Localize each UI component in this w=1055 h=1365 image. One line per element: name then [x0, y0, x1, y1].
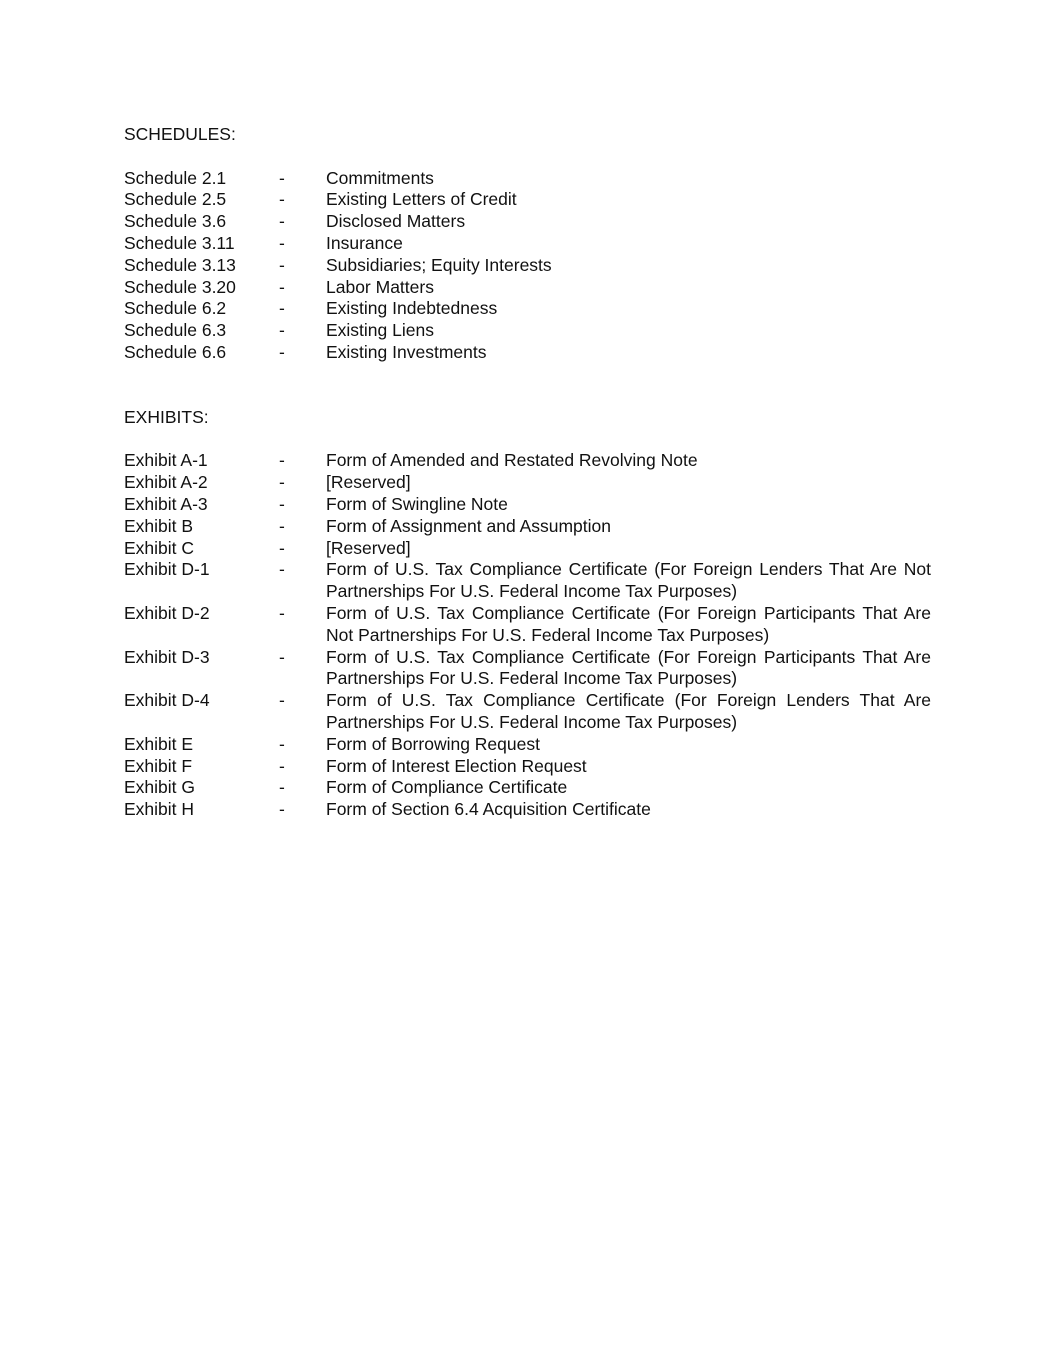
separator-dash: -: [279, 602, 285, 623]
separator-dash: -: [279, 646, 285, 667]
separator-dash: -: [279, 189, 285, 210]
exhibit-title: Form of U.S. Tax Compliance Certificate (For Foreign Lenders That Are Partnerships For U.S. Federal Income Tax Purposes): [326, 690, 931, 732]
exhibit-title: Form of Swingline Note: [326, 493, 508, 514]
exhibit-row: [124, 799, 954, 821]
exhibit-row: [124, 603, 954, 647]
schedule-id: Schedule 6.3: [124, 320, 227, 341]
separator-dash: -: [279, 777, 285, 798]
schedule-id: Schedule 3.13: [124, 254, 236, 275]
exhibit-id: Exhibit A-1: [124, 450, 208, 471]
schedule-id: Schedule 6.6: [124, 341, 227, 362]
exhibit-id: Exhibit A-3: [124, 493, 208, 514]
schedule-row: [124, 168, 954, 190]
exhibit-row: [124, 559, 954, 603]
separator-dash: -: [279, 167, 285, 188]
separator-dash: -: [279, 320, 285, 341]
exhibit-row: [124, 690, 954, 734]
exhibit-row: [124, 494, 954, 516]
exhibit-title: Form of Compliance Certificate: [326, 777, 568, 798]
exhibit-id: Exhibit G: [124, 777, 195, 798]
schedules-heading: SCHEDULES:: [124, 124, 236, 144]
exhibit-title: Form of Assignment and Assumption: [326, 515, 611, 536]
schedule-row: [124, 277, 954, 299]
exhibit-id: Exhibit C: [124, 537, 195, 558]
exhibit-id: Exhibit D-4: [124, 690, 210, 711]
separator-dash: -: [279, 254, 285, 275]
exhibit-title: [Reserved]: [326, 537, 411, 558]
exhibit-title: Form of Borrowing Request: [326, 733, 540, 754]
exhibit-row: [124, 647, 954, 691]
exhibit-id: Exhibit F: [124, 755, 193, 776]
schedule-id: Schedule 6.2: [124, 298, 227, 319]
separator-dash: -: [279, 515, 285, 536]
exhibit-title: Form of Section 6.4 Acquisition Certificate: [326, 799, 651, 820]
exhibit-row: [124, 516, 954, 538]
separator-dash: -: [279, 298, 285, 319]
exhibit-id: Exhibit E: [124, 733, 194, 754]
exhibit-id: Exhibit D-2: [124, 602, 210, 623]
schedules-list: [124, 168, 954, 364]
schedule-title: Disclosed Matters: [326, 211, 466, 232]
separator-dash: -: [279, 211, 285, 232]
exhibit-title: Form of Amended and Restated Revolving Note: [326, 450, 698, 471]
separator-dash: -: [279, 276, 285, 297]
exhibit-title: Form of Interest Election Request: [326, 755, 587, 776]
exhibit-title: Form of U.S. Tax Compliance Certificate (For Foreign Lenders That Are Not Partnerships For U.S. Federal Income Tax Purposes): [326, 559, 931, 602]
exhibit-id: Exhibit H: [124, 799, 195, 820]
separator-dash: -: [279, 755, 285, 776]
exhibit-title: Form of U.S. Tax Compliance Certificate (For Foreign Participants That Are Not Partnerships For U.S. Federal Income Tax Purposes): [326, 602, 931, 645]
schedule-id: Schedule 3.20: [124, 276, 236, 297]
exhibit-id: Exhibit B: [124, 515, 194, 536]
schedule-row: [124, 211, 954, 233]
exhibit-row: [124, 450, 954, 472]
exhibit-id: Exhibit A-2: [124, 472, 208, 493]
separator-dash: -: [279, 690, 285, 711]
schedule-row: [124, 189, 954, 211]
separator-dash: -: [279, 799, 285, 820]
schedule-title: Labor Matters: [326, 276, 434, 297]
exhibit-title: [Reserved]: [326, 472, 411, 493]
separator-dash: -: [279, 493, 285, 514]
separator-dash: -: [279, 472, 285, 493]
schedule-title: Subsidiaries; Equity Interests: [326, 254, 552, 275]
separator-dash: -: [279, 232, 285, 253]
schedule-id: Schedule 3.6: [124, 211, 227, 232]
schedule-title: Insurance: [326, 232, 403, 253]
schedule-id: Schedule 2.5: [124, 189, 227, 210]
separator-dash: -: [279, 733, 285, 754]
schedule-title: Existing Letters of Credit: [326, 189, 517, 210]
schedule-id: Schedule 3.11: [124, 232, 235, 253]
exhibits-heading: EXHIBITS:: [124, 406, 209, 427]
schedule-row: [124, 298, 954, 320]
exhibits-list: [124, 450, 954, 821]
schedule-row: [124, 342, 954, 364]
schedule-title: Existing Indebtedness: [326, 298, 498, 319]
exhibit-title: Form of U.S. Tax Compliance Certificate (For Foreign Participants That Are Partnerships For U.S. Federal Income Tax Purposes): [326, 646, 931, 689]
separator-dash: -: [279, 341, 285, 362]
schedule-row: [124, 320, 954, 342]
schedule-title: Commitments: [326, 167, 434, 188]
schedule-id: Schedule 2.1: [124, 167, 227, 188]
exhibit-id: Exhibit D-3: [124, 646, 210, 667]
schedule-title: Existing Liens: [326, 320, 434, 341]
exhibit-row: [124, 472, 954, 494]
exhibit-row: [124, 538, 954, 560]
schedule-title: Existing Investments: [326, 341, 487, 362]
exhibit-row: [124, 734, 954, 756]
exhibit-row: [124, 756, 954, 778]
exhibit-id: Exhibit D-1: [124, 559, 210, 580]
separator-dash: -: [279, 559, 285, 580]
schedule-row: [124, 255, 954, 277]
separator-dash: -: [279, 450, 285, 471]
document-page: [124, 124, 954, 821]
separator-dash: -: [279, 537, 285, 558]
exhibit-row: [124, 777, 954, 799]
schedule-row: [124, 233, 954, 255]
